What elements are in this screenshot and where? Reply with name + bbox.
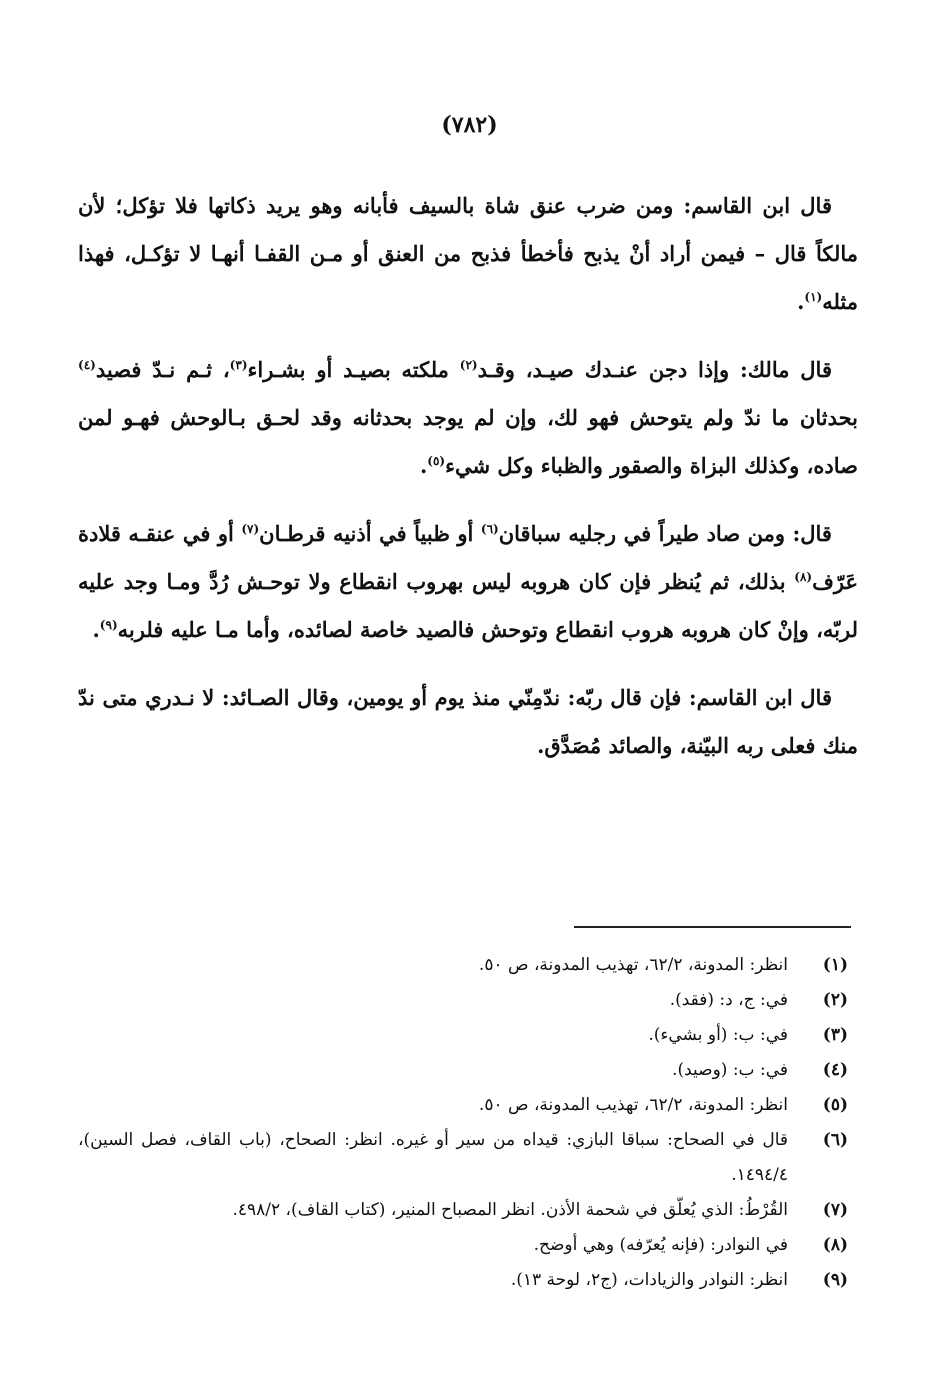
paragraph-text: أو في عنقـه قلادة عَرّف <box>78 521 858 594</box>
footnote <box>78 1228 852 1263</box>
footnote-divider <box>574 926 851 928</box>
footnote-ref: (٨) <box>794 570 813 584</box>
paragraph-text: بذلك، ثم يُنظر فإن كان هروبه ليس بهروب انقطاع ولا توحـش رُدَّ ومـا وجد عليه لربّه، وإنْ كان هروبه هروب انقطاع وتوحش فالصيد خاصة لصائده، وأما مـا عليه فلربه <box>78 569 858 642</box>
paragraph-text: . <box>419 453 428 478</box>
footnote-text: في: ج، د: (فقد). <box>669 990 788 1010</box>
footnote-text: في: ب: (أو بشيء). <box>648 1025 788 1045</box>
paragraph-text: بحدثان ما ندّ ولم يتوحش فهو لك، وإن لم يوجد بحدثانه وقد لحـق بـالوحش فهـو لمن صاده، وكذلك البزاة والصقور والظباء وكل شيء <box>78 405 858 478</box>
footnotes <box>78 948 852 1298</box>
footnote-ref: (٧) <box>241 522 260 536</box>
footnote <box>78 1193 852 1228</box>
paragraph-text: . <box>797 289 805 314</box>
paragraph <box>78 182 858 326</box>
footnote-number: (٣) <box>822 1025 848 1045</box>
footnote-text: قال في الصحاح: سباقا البازي: قيداه من سير أو غيره. انظر: الصحاح، (باب القاف، فصل السين)، ١٤٩٤/٤. <box>78 1130 788 1185</box>
footnote <box>78 983 852 1018</box>
footnote-text: انظر: المدونة، ٦٢/٢، تهذيب المدونة، ص ٥٠. <box>478 1095 788 1115</box>
footnote-number: (٧) <box>822 1200 848 1220</box>
footnote-text: القُرْطُ: الذي يُعلّق في شحمة الأذن. انظر المصباح المنير، (كتاب القاف)، ٤٩٨/٢. <box>232 1200 788 1220</box>
footnote-number: (١) <box>822 955 848 975</box>
footnote-number: (٢) <box>822 990 848 1010</box>
footnote-number: (٥) <box>822 1095 848 1115</box>
footnote-text: انظر: المدونة، ٦٢/٢، تهذيب المدونة، ص ٥٠. <box>478 955 788 975</box>
paragraph <box>78 510 858 654</box>
footnote-number: (٨) <box>822 1235 848 1255</box>
footnote-ref: (٤) <box>78 358 96 372</box>
footnote <box>78 1263 852 1298</box>
paragraph <box>78 346 858 490</box>
paragraph-text: قال ابن القاسم: ومن ضرب عنق شاة بالسيف فأبانه وهو يريد ذكاتها فلا تؤكل؛ لأن مالكاً قال – فيمن أراد أنْ يذبح فأخطأ فذبح من العنق أو مـن القفـا أنهـا لا تؤكـل، فهذا مثله <box>78 193 858 314</box>
page-number: (٧٨٢) <box>441 112 498 138</box>
footnote-text: انظر: النوادر والزيادات، (ج٢، لوحة ١٣). <box>510 1270 788 1290</box>
footnote-text: في النوادر: (فإنه يُعرّفه) وهي أوضح. <box>533 1235 788 1255</box>
paragraph-text: . <box>92 617 100 642</box>
footnote <box>78 1088 852 1123</box>
footnote-ref: (٣) <box>229 358 248 372</box>
footnote-number: (٦) <box>822 1130 848 1150</box>
main-text <box>78 182 858 790</box>
paragraph-text: قال: ومن صاد طيراً في رجليه سباقان <box>498 521 832 546</box>
footnote-ref: (٦) <box>480 522 499 536</box>
paragraph <box>78 674 858 770</box>
footnote-text: في: ب: (وصيد). <box>672 1060 788 1080</box>
footnote <box>78 1018 852 1053</box>
footnote-ref: (٢) <box>459 358 478 372</box>
paragraph-text: ملكته بصيـد أو بشـراء <box>247 357 460 382</box>
footnote-ref: (٥) <box>427 454 446 468</box>
footnote <box>78 1053 852 1088</box>
paragraph-text: قال ابن القاسم: فإن قال ربّه: ندّمِنّي منذ يوم أو يومين، وقال الصـائد: لا نـدري متى ندّ منك فعلى ربه البيّنة، والصائد مُصَدَّق. <box>78 685 858 758</box>
paragraph-text: قال مالك: وإذا دجن عنـدك صيـد، وقـد <box>477 357 832 382</box>
footnote-number: (٤) <box>822 1060 848 1080</box>
footnote-number: (٩) <box>822 1270 848 1290</box>
footnote-ref: (١) <box>804 290 823 304</box>
footnote <box>78 948 852 983</box>
paragraph-text: ، ثـم نـدّ فصيد <box>95 357 230 382</box>
paragraph-text: أو ظبياً في أذنيه قرطـان <box>259 521 481 546</box>
footnote-ref: (٩) <box>99 618 118 632</box>
footnote <box>78 1123 852 1193</box>
